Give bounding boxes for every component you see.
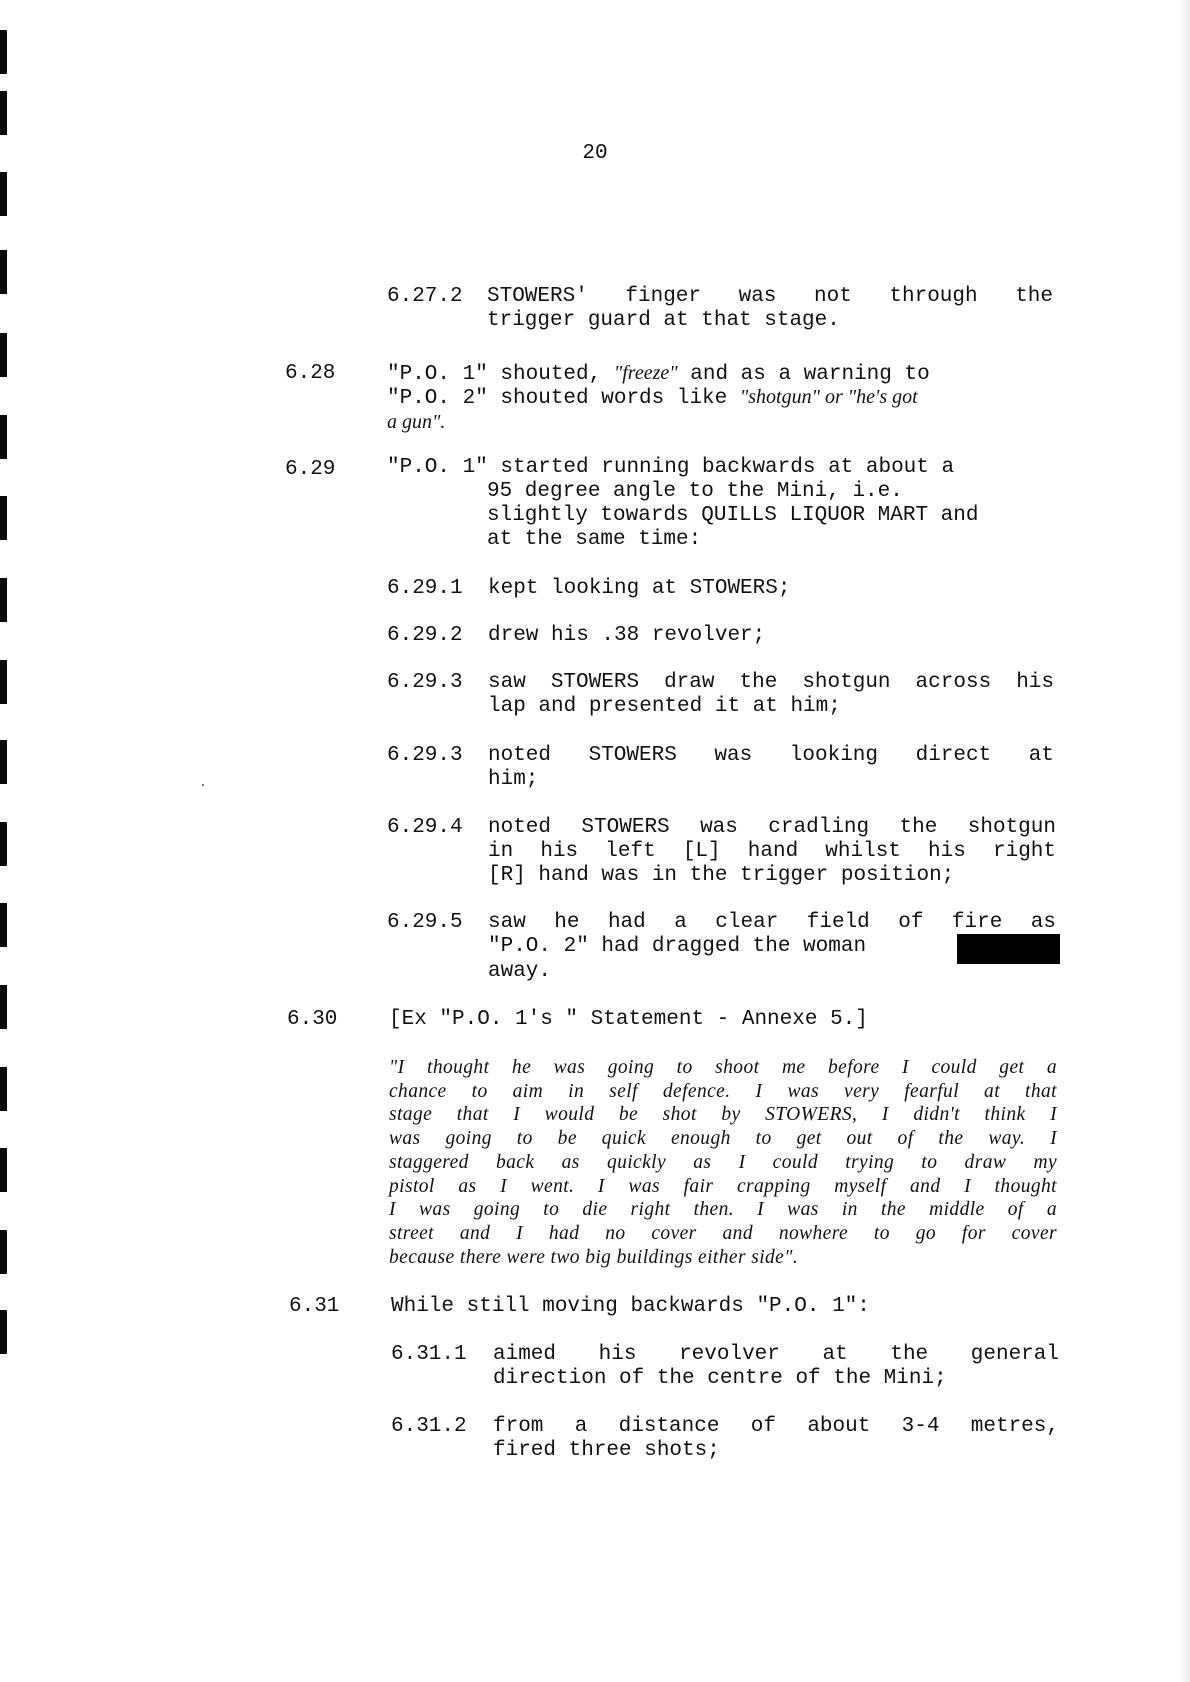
paragraph-line [387, 361, 930, 387]
binding-mark [0, 1230, 7, 1274]
italic-quote: "freeze" [613, 362, 678, 384]
binding-mark [0, 1310, 7, 1354]
paragraph-line [387, 385, 918, 411]
quote-line: street and I had no cover and nowhere to go for cover [389, 1222, 1057, 1244]
paragraph-line: While still moving backwards "P.O. 1": [391, 1295, 870, 1318]
binding-mark [0, 903, 7, 947]
paragraph-line: in his left [L] hand whilst his right [488, 840, 1056, 863]
binding-mark [0, 660, 7, 704]
binding-mark [0, 172, 7, 216]
paragraph-line: fired three shots; [493, 1439, 720, 1462]
binding-mark [0, 985, 7, 1029]
paragraph-line: [Ex "P.O. 1's " Statement - Annexe 5.] [389, 1008, 868, 1031]
paragraph-line: lap and presented it at him; [488, 695, 841, 718]
paragraph-line: direction of the centre of the Mini; [493, 1367, 947, 1390]
redaction-box [957, 934, 1060, 964]
paragraph-number: 6.29 [285, 458, 336, 481]
paragraph-number: 6.31.2 [391, 1415, 467, 1438]
text-run: "P.O. 2" shouted words like [387, 387, 740, 410]
paragraph-line: STOWERS' finger was not through the [487, 285, 1053, 308]
paragraph-number: 6.29.2 [387, 624, 463, 647]
binding-mark [0, 30, 7, 74]
quote-line: staggered back as quickly as I could trying to draw my [389, 1151, 1057, 1173]
paragraph-number: 6.27.2 [387, 285, 463, 308]
quote-line: "I thought he was going to shoot me before I could get a [389, 1057, 1057, 1078]
scan-speck [202, 784, 204, 786]
quote-line: because there were two big buildings either side". [389, 1246, 799, 1268]
paragraph-line: 95 degree angle to the Mini, i.e. [487, 480, 903, 503]
paragraph-line: saw he had a clear field of fire as [488, 911, 1056, 934]
binding-mark [0, 822, 7, 866]
binding-mark [0, 578, 7, 622]
paragraph-line: trigger guard at that stage. [487, 309, 840, 332]
paragraph-line: "P.O. 2" had dragged the woman [488, 935, 867, 958]
binding-mark [0, 1067, 7, 1111]
paragraph-line: at the same time: [487, 528, 702, 551]
paragraph-number: 6.29.3 [387, 671, 463, 694]
text-run: and as a warning to [677, 363, 930, 386]
paragraph-line: from a distance of about 3-4 metres, [493, 1415, 1059, 1438]
page-number: 20 [582, 142, 608, 165]
quote-line: chance to aim in self defence. I was very fearful at that [389, 1080, 1057, 1102]
quote-line: stage that I would be shot by STOWERS, I didn't think I [389, 1104, 1057, 1126]
quote-line: was going to be quick enough to get out of the way. I [389, 1128, 1057, 1150]
paragraph-line: "P.O. 1" started running backwards at about a [387, 456, 955, 479]
paragraph-number: 6.29.3 [387, 744, 463, 767]
paragraph-number: 6.29.1 [387, 577, 463, 600]
binding-mark [0, 333, 7, 377]
paragraph-line: [R] hand was in the trigger position; [488, 864, 955, 887]
binding-edge-marks [0, 0, 8, 1682]
paragraph-number: 6.28 [285, 362, 336, 385]
paragraph-line: slightly towards QUILLS LIQUOR MART and [487, 504, 979, 527]
paragraph-number: 6.29.5 [387, 911, 463, 934]
text-run: "P.O. 1" shouted, [387, 363, 614, 386]
quote-line: pistol as I went. I was fair crapping myself and I thought [389, 1175, 1057, 1197]
witness-statement-quote [389, 1056, 1057, 1269]
paragraph-line: kept looking at STOWERS; [488, 577, 791, 600]
page-right-shadow [1178, 0, 1190, 1682]
paragraph-number: 6.31 [289, 1295, 340, 1318]
paragraph-line: away. [488, 960, 552, 983]
paragraph-line: saw STOWERS draw the shotgun across his [488, 671, 1054, 694]
paragraph-line: noted STOWERS was looking direct at [488, 744, 1054, 767]
binding-mark [0, 1148, 7, 1192]
paragraph-number: 6.31.1 [391, 1343, 467, 1366]
binding-mark [0, 415, 7, 459]
italic-quote: "shotgun" or "he's got [739, 386, 918, 408]
paragraph-number: 6.30 [287, 1008, 338, 1031]
binding-mark [0, 740, 7, 784]
binding-mark [0, 250, 7, 294]
binding-mark [0, 496, 7, 540]
paragraph-line: drew his .38 revolver; [488, 624, 766, 647]
paragraph-number: 6.29.4 [387, 816, 463, 839]
binding-mark [0, 91, 7, 135]
paragraph-line: aimed his revolver at the general [493, 1343, 1059, 1366]
quote-line: I was going to die right then. I was in the middle of a [389, 1199, 1057, 1221]
paragraph-line: him; [488, 768, 539, 791]
paragraph-line: noted STOWERS was cradling the shotgun [488, 816, 1056, 839]
italic-quote: a gun". [387, 411, 446, 433]
